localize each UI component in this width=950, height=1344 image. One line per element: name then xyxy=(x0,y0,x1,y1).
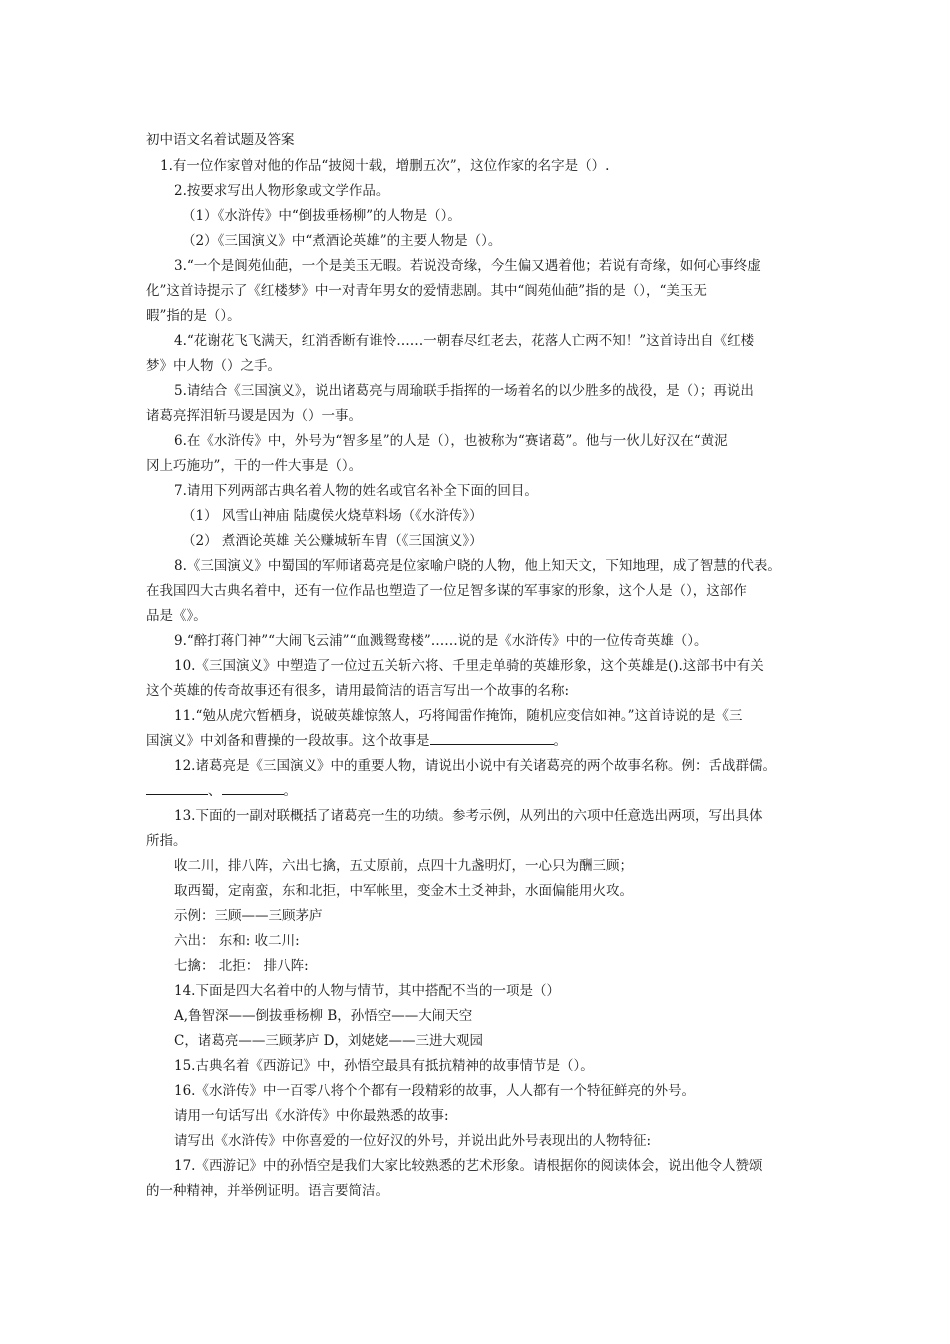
question-line: 在我国四大古典名着中，还有一位作品也塑造了一位足智多谋的军事家的形象，这个人是（），这部作 xyxy=(146,583,747,599)
question-line: 8.《三国演义》中蜀国的军师诸葛亮是位家喻户晓的人物，他上知天文，下知地理，成了智慧的代表。 xyxy=(174,558,781,574)
question-line: 4.“花谢花飞飞满天，红消香断有谁怜……一朝春尽红老去，花落人亡两不知！”这首诗出自《红楼 xyxy=(174,333,755,349)
question-line: 13.下面的一副对联概括了诸葛亮一生的功绩。参考示例，从列出的六项中任意选出两项，写出具体 xyxy=(174,808,763,824)
question-line: 七擒： 北拒： 排八阵: xyxy=(174,958,309,974)
document-title: 初中语文名着试题及答案 xyxy=(146,132,295,148)
question-text: 国演义》中刘备和曹操的一段故事。这个故事是 xyxy=(146,733,430,749)
question-line: （1）《水浒传》中“倒拔垂杨柳”的人物是（）。 xyxy=(182,208,461,224)
separator: 、 xyxy=(208,783,222,799)
answer-blank xyxy=(146,782,208,795)
question-line: 3.“一个是阆苑仙葩，一个是美玉无暇。若说没奇缘，今生偏又遇着他；若说有奇缘，如何心事终虚 xyxy=(174,258,761,274)
question-line: 7.请用下列两部古典名着人物的姓名或官名补全下面的回目。 xyxy=(174,483,538,499)
question-line: 1.有一位作家曾对他的作品“披阅十载，增删五次”，这位作家的名字是（）. xyxy=(160,158,610,174)
question-line: 请写出《水浒传》中你喜爱的一位好汉的外号，并说出此外号表现出的人物特征: xyxy=(174,1133,652,1149)
end-mark: 。 xyxy=(283,783,297,799)
question-line: 收二川，排八阵，六出七擒，五丈原前，点四十九盏明灯，一心只为酬三顾； xyxy=(174,858,633,874)
question-line: 16.《水浒传》中一百零八将个个都有一段精彩的故事，人人都有一个特征鲜亮的外号。 xyxy=(174,1083,695,1099)
question-line: A,鲁智深——倒拔垂杨柳 B，孙悟空——大闹天空 xyxy=(174,1008,473,1024)
question-line: 取西蜀，定南蛮，东和北拒，中军帐里，变金木土爻神卦，水面偏能用火攻。 xyxy=(174,883,633,899)
question-line: 15.古典名着《西游记》中，孙悟空最具有抵抗精神的故事情节是（）。 xyxy=(174,1058,594,1074)
answer-blank xyxy=(222,782,284,795)
question-line: 冈上巧施功”，干的一件大事是（）。 xyxy=(146,458,363,474)
question-line: 所指。 xyxy=(146,833,187,849)
question-line: 14.下面是四大名着中的人物与情节，其中搭配不当的一项是（） xyxy=(174,983,560,999)
answer-blanks-line xyxy=(146,779,297,799)
question-line: 六出： 东和: 收二川: xyxy=(174,933,300,949)
question-line: （2） 煮酒论英雄 关公赚城斩车胄（《三国演义》） xyxy=(182,533,483,549)
question-line: 9.“醉打蒋门神”“大闹飞云浦”“血溅鸳鸯楼”……说的是《水浒传》中的一位传奇英雄（）。 xyxy=(174,633,708,649)
question-line: 11.“勉从虎穴暂栖身，说破英雄惊煞人，巧将闻雷作掩饰，随机应变信如神。”这首诗说的是《三 xyxy=(174,708,743,724)
question-line: 暇”指的是（）。 xyxy=(146,308,241,324)
question-line: 示例：三顾——三顾茅庐 xyxy=(174,908,323,924)
question-line: 2.按要求写出人物形象或文学作品。 xyxy=(174,183,390,199)
question-line: 这个英雄的传奇故事还有很多，请用最简洁的语言写出一个故事的名称: xyxy=(146,683,570,699)
question-line: 17.《西游记》中的孙悟空是我们大家比较熟悉的艺术形象。请根据你的阅读体会，说出他令人赞颂 xyxy=(174,1158,763,1174)
question-line: 请用一句话写出《水浒传》中你最熟悉的故事: xyxy=(174,1108,449,1124)
question-line: 品是《》。 xyxy=(146,608,207,624)
question-line: 10.《三国演义》中塑造了一位过五关斩六将、千里走单骑的英雄形象，这个英雄是().这部书中有关 xyxy=(174,658,764,674)
answer-blank xyxy=(430,732,554,745)
question-line: （2）《三国演义》中“煮酒论英雄”的主要人物是（）。 xyxy=(182,233,502,249)
end-mark: 。 xyxy=(553,733,567,749)
question-line: （1） 风雪山神庙 陆虞侯火烧草料场（《水浒传》） xyxy=(182,508,483,524)
question-line: 6.在《水浒传》中，外号为“智多星”的人是（），也被称为“赛诸葛”。他与一伙儿好汉在“黄泥 xyxy=(174,433,728,449)
question-line: C，诸葛亮——三顾茅庐 D，刘姥姥——三进大观园 xyxy=(174,1033,483,1049)
question-line: 化”这首诗提示了《红楼梦》中一对青年男女的爱情悲剧。其中“阆苑仙葩”指的是（），“美玉无 xyxy=(146,283,707,299)
question-line: 5.请结合《三国演义》，说出诸葛亮与周瑜联手指挥的一场着名的以少胜多的战役，是（）；再说出 xyxy=(174,383,754,399)
question-line: 的一种精神，并举例证明。语言要简洁。 xyxy=(146,1183,389,1199)
question-line-with-blank xyxy=(146,729,567,749)
question-line: 12.诸葛亮是《三国演义》中的重要人物，请说出小说中有关诸葛亮的两个故事名称。例：舌战群儒。 xyxy=(174,758,776,774)
question-line: 诸葛亮挥泪斩马谡是因为（）一事。 xyxy=(146,408,362,424)
question-line: 梦》中人物（）之手。 xyxy=(146,358,281,374)
